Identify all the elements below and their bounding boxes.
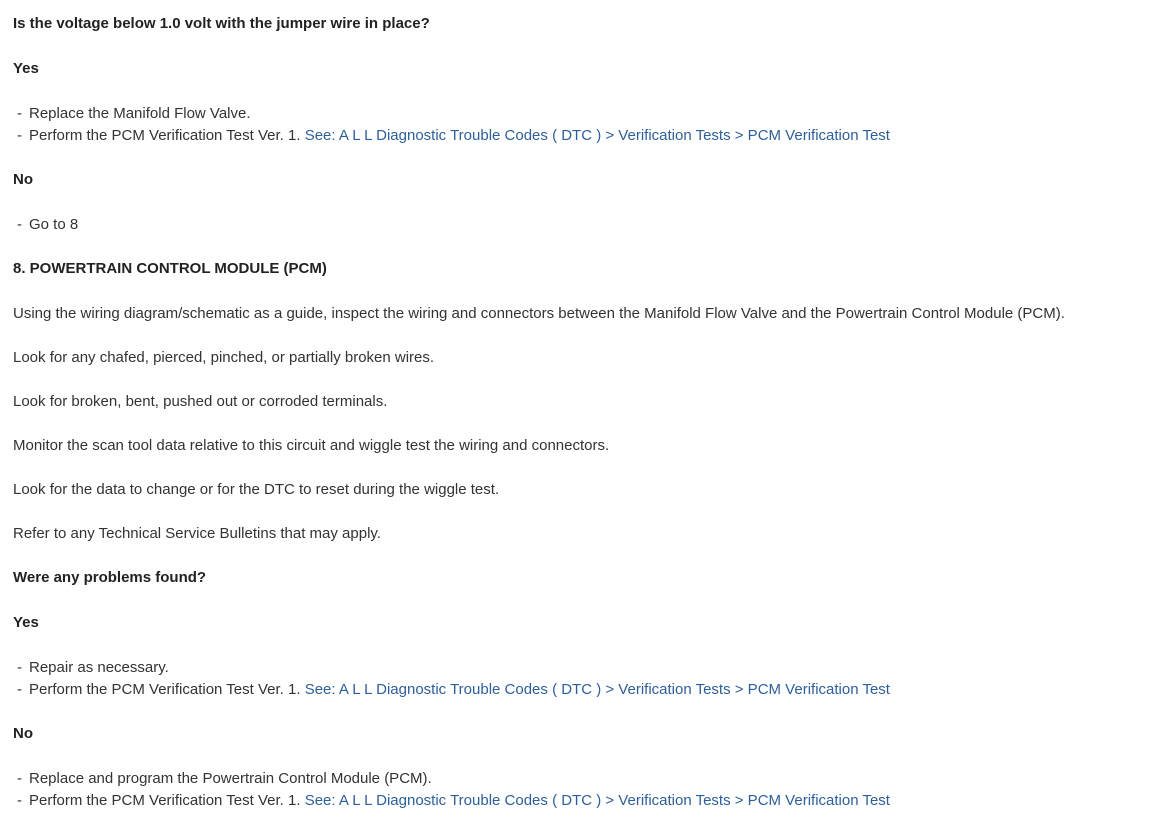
question-voltage: Is the voltage below 1.0 volt with the jumper wire in place? (13, 15, 430, 32)
list-item-text: Go to 8 (29, 216, 79, 233)
list-item-text: Perform the PCM Verification Test Ver. 1. (29, 127, 305, 144)
bullet-dash: - (17, 127, 22, 144)
list-item-text: Perform the PCM Verification Test Ver. 1. (29, 792, 305, 809)
bullet-dash: - (17, 216, 22, 233)
question-problems: Were any problems found? (13, 569, 207, 586)
list-item (17, 791, 890, 811)
paragraph: Look for the data to change or for the DTC to reset during the wiggle test. (13, 481, 500, 498)
list-item (17, 658, 169, 678)
bullet-dash: - (17, 659, 22, 676)
list-item (17, 104, 251, 124)
verification-test-link[interactable]: See: A L L Diagnostic Trouble Codes ( DTC ) > Verification Tests > PCM Verification Test (304, 681, 890, 698)
list-item (17, 769, 432, 789)
paragraph: Using the wiring diagram/schematic as a guide, inspect the wiring and connectors between the Manifold Flow Valve and the Powertrain Control Module (PCM). (13, 305, 1065, 322)
section-heading: 8. POWERTRAIN CONTROL MODULE (PCM) (13, 260, 327, 277)
list-item (17, 126, 890, 146)
no-label: No (13, 725, 33, 742)
bullet-dash: - (17, 770, 22, 787)
bullet-dash: - (17, 792, 22, 809)
list-item (17, 680, 890, 700)
paragraph: Look for broken, bent, pushed out or corroded terminals. (13, 393, 388, 410)
yes-label: Yes (13, 60, 39, 77)
list-item-text: Replace and program the Powertrain Control Module (PCM). (29, 770, 432, 787)
paragraph: Monitor the scan tool data relative to this circuit and wiggle test the wiring and connectors. (13, 437, 610, 454)
verification-test-link[interactable]: See: A L L Diagnostic Trouble Codes ( DTC ) > Verification Tests > PCM Verification Test (304, 792, 890, 809)
list-item-text: Replace the Manifold Flow Valve. (29, 105, 251, 122)
paragraph: Look for any chafed, pierced, pinched, or partially broken wires. (13, 349, 435, 366)
no-label: No (13, 171, 33, 188)
paragraph: Refer to any Technical Service Bulletins that may apply. (13, 525, 381, 542)
bullet-dash: - (17, 681, 22, 698)
list-item (17, 215, 78, 235)
list-item-text: Repair as necessary. (29, 659, 169, 676)
bullet-dash: - (17, 105, 22, 122)
verification-test-link[interactable]: See: A L L Diagnostic Trouble Codes ( DTC ) > Verification Tests > PCM Verification Test (304, 127, 890, 144)
list-item-text: Perform the PCM Verification Test Ver. 1. (29, 681, 305, 698)
yes-label: Yes (13, 614, 39, 631)
